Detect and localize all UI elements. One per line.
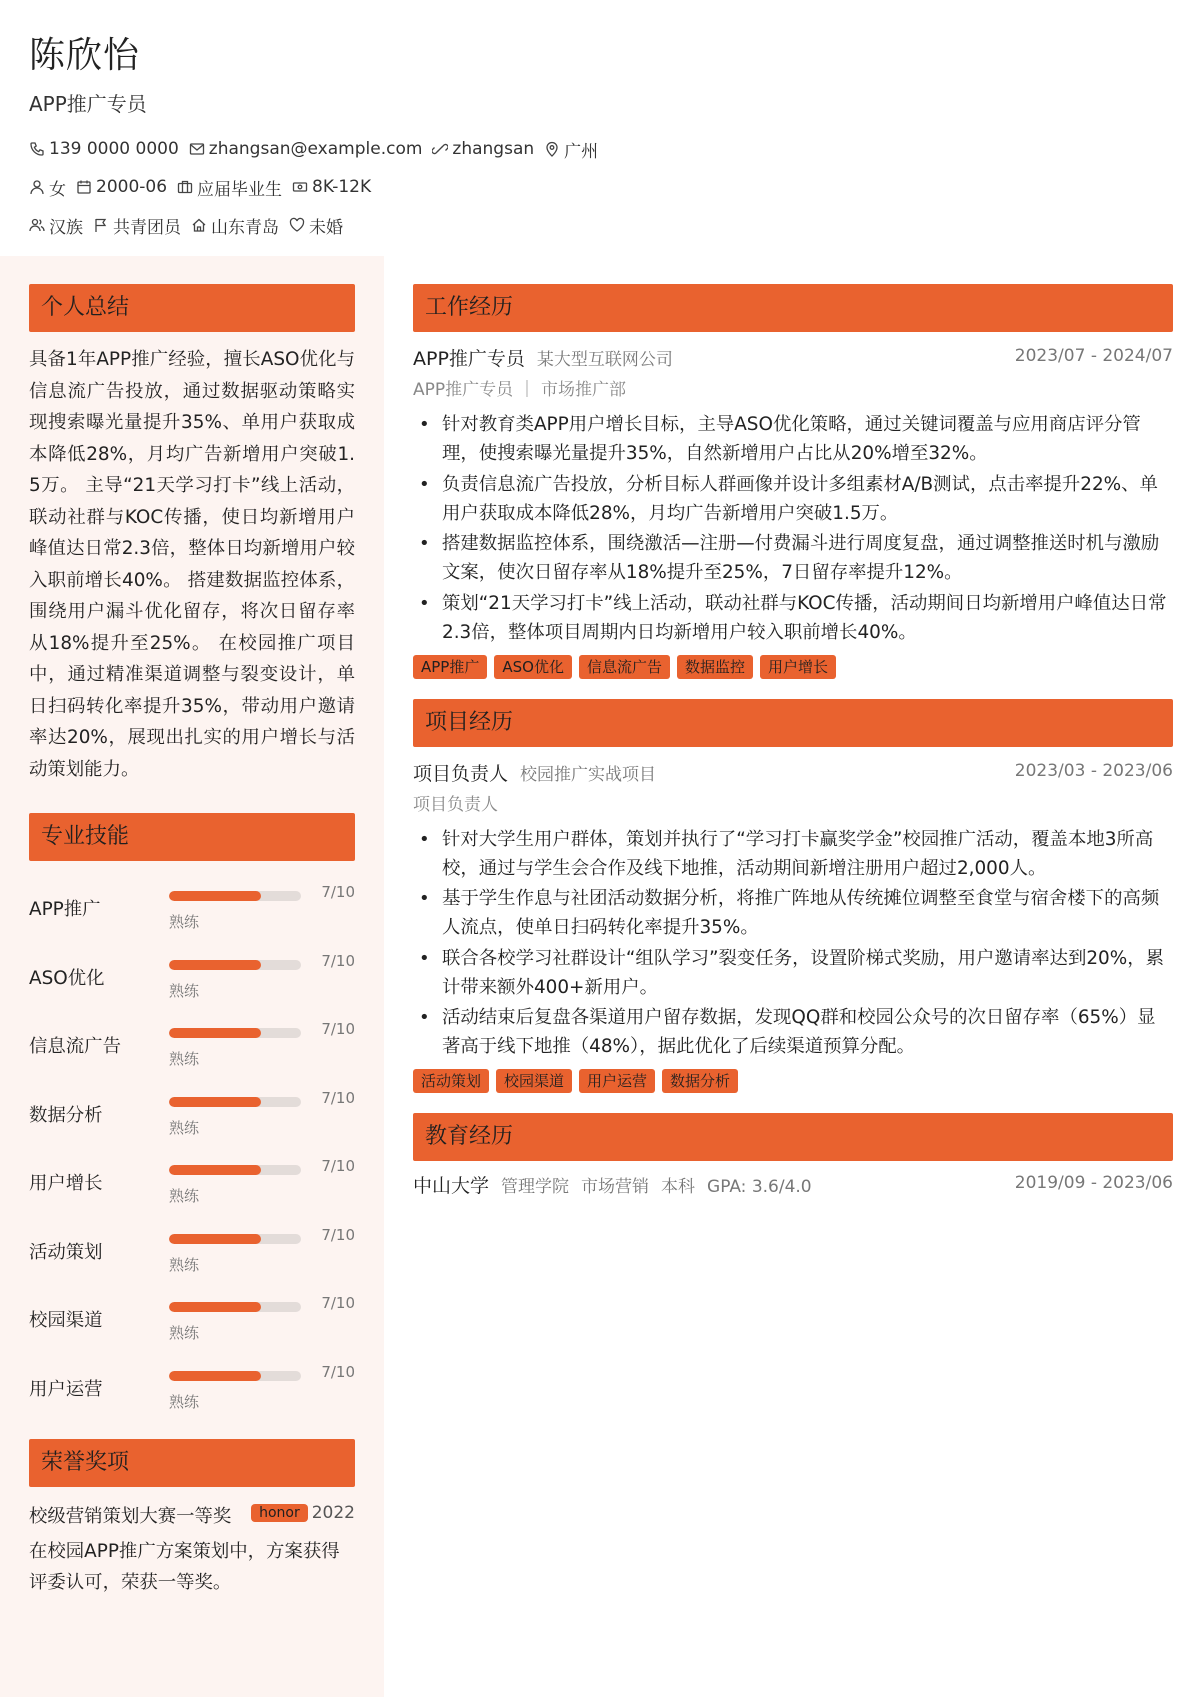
skill-score: 7/10 xyxy=(321,1294,355,1312)
status-text: 应届毕业生 xyxy=(197,179,283,200)
location-item xyxy=(544,137,598,162)
school-name: 中山大学 xyxy=(413,1175,490,1197)
tag: 校园渠道 xyxy=(496,1069,572,1093)
work-date: 2023/07 - 2024/07 xyxy=(1014,346,1173,366)
briefcase-icon xyxy=(177,179,193,195)
tag: ASO优化 xyxy=(494,655,572,679)
tag: APP推广 xyxy=(413,655,487,679)
skill-name: ASO优化 xyxy=(29,967,105,989)
list-item: • 策划“21天学习打卡”线上活动，联动社群与KOC传播，活动期间日均新增用户峰值达日常2.3倍，整体项目周期内日均新增用户较入职前增长40%。 xyxy=(413,589,1173,647)
education-entry xyxy=(413,1171,1173,1201)
hometown-item xyxy=(191,213,279,238)
skill-bar xyxy=(169,1302,301,1312)
personal-row xyxy=(29,170,1200,204)
work-company: 某大型互联网公司 xyxy=(536,350,673,370)
skill-bar-fill xyxy=(169,1234,261,1244)
marital-text: 未婚 xyxy=(309,217,343,238)
college-name: 管理学院 xyxy=(501,1177,570,1197)
list-item: • 负责信息流广告投放，分析目标人群画像并设计多组素材A/B测试，点击率提升22%、单用户获取成本降低28%，月均广告新增用户突破1.5万。 xyxy=(413,470,1173,528)
skill-score: 7/10 xyxy=(321,1362,355,1381)
skill-bar xyxy=(169,1165,301,1175)
skill-bar-fill xyxy=(169,1028,261,1038)
user-icon xyxy=(29,179,45,195)
heart-icon xyxy=(289,217,305,233)
skill-level: 熟练 xyxy=(169,1324,200,1342)
skill-row xyxy=(29,1147,355,1216)
skill-row xyxy=(29,873,355,942)
marital-item xyxy=(289,213,343,238)
skill-score: 7/10 xyxy=(321,1225,355,1244)
skill-row xyxy=(29,942,355,1011)
skill-level: 熟练 xyxy=(169,1118,200,1137)
tag: 数据监控 xyxy=(677,655,753,679)
status-item xyxy=(177,175,282,200)
honor-meta xyxy=(251,1503,355,1523)
skill-level: 熟练 xyxy=(169,913,200,931)
skill-row xyxy=(29,1353,355,1422)
summary-heading: 个人总结 xyxy=(29,284,355,332)
salary-item xyxy=(292,177,371,197)
honor-name: 校级营销策划大赛一等奖 xyxy=(29,1506,232,1527)
list-item: • 针对教育类APP用户增长目标，主导ASO优化策略，通过关键词覆盖与应用商店评分管理，使搜索曝光量提升35%，自然新增用户占比从20%增至32%。 xyxy=(413,410,1173,468)
summary-text: 具备1年APP推广经验，擅长ASO优化与信息流广告投放，通过数据驱动策略实现搜索曝光量提升35%、单用户获取成本降低28%，月均广告新增用户突破1.5万。 主导“21天学习打卡”线上活动，联动社群与KOC传播，使日均新增用户峰值达日常2.3倍，整体日均新增用户较入职前增长40%。 搭建数据监控体系，围绕用户漏斗优化留存，将次日留存率从18%提升至25%。 在校园推广项目中，通过精准渠道调整与裂变设计，单日扫码转化率提升35%，带动用户邀请率达20%，展现出扎实的用户增长与活动策划能力。 xyxy=(29,349,355,780)
skill-score: 7/10 xyxy=(321,951,355,970)
phone-icon xyxy=(29,141,45,157)
degree-name: 本科 xyxy=(661,1177,696,1197)
wechat-text: zhangsan xyxy=(452,139,535,159)
salary-text: 8K-12K xyxy=(312,177,372,197)
skill-level: 熟练 xyxy=(169,1050,200,1068)
skill-level: 熟练 xyxy=(169,1392,200,1411)
project-bullets xyxy=(413,825,1173,1062)
location-text: 广州 xyxy=(564,141,599,162)
skill-row xyxy=(29,1216,355,1285)
resume-header xyxy=(0,0,1200,256)
work-bullets xyxy=(413,410,1173,647)
mail-icon xyxy=(189,141,205,157)
project-entry-head xyxy=(413,759,1173,787)
skill-name: APP推广 xyxy=(29,899,101,920)
political-item xyxy=(93,213,181,238)
contact-row xyxy=(29,132,1200,166)
major-name: 市场营销 xyxy=(581,1177,650,1197)
main-content xyxy=(413,256,1173,1201)
home-icon xyxy=(191,217,207,233)
ethnicity-item xyxy=(29,213,83,238)
skill-name: 数据分析 xyxy=(29,1104,103,1126)
gender-text: 女 xyxy=(49,179,66,200)
skill-bar-fill xyxy=(169,1302,261,1312)
background-row xyxy=(29,208,1200,242)
list-item: • 基于学生作息与社团活动数据分析，将推广阵地从传统摊位调整至食堂与宿舍楼下的高频人流点，使单日扫码转化率提升35%。 xyxy=(413,884,1173,942)
email-text: zhangsan@example.com xyxy=(208,139,423,159)
education-heading: 教育经历 xyxy=(413,1113,1173,1161)
wechat-item[interactable] xyxy=(432,139,534,159)
birth-text: 2000-06 xyxy=(96,177,168,197)
skill-name: 信息流广告 xyxy=(29,1036,121,1057)
project-entry xyxy=(413,759,1173,1094)
skill-level: 熟练 xyxy=(169,1187,200,1205)
skills-heading: 专业技能 xyxy=(29,813,355,861)
skill-score: 7/10 xyxy=(321,883,355,901)
project-date: 2023/03 - 2023/06 xyxy=(1014,760,1173,781)
people-icon xyxy=(29,217,45,233)
wechat-icon xyxy=(432,141,448,157)
project-tags xyxy=(413,1069,1173,1093)
honors-heading: 荣誉奖项 xyxy=(29,1439,355,1487)
skill-name: 用户运营 xyxy=(29,1378,103,1400)
flag-icon xyxy=(93,217,109,233)
skill-bar xyxy=(169,1234,301,1244)
skill-bar-fill xyxy=(169,1097,261,1107)
skill-score: 7/10 xyxy=(321,1088,355,1107)
honor-year: 2022 xyxy=(311,1503,355,1523)
job-title: APP推广专员 xyxy=(29,92,147,116)
skill-bar-fill xyxy=(169,1165,261,1175)
skill-score: 7/10 xyxy=(321,1020,355,1038)
work-subtitle: APP推广专员 ｜ 市场推广部 xyxy=(413,380,626,400)
skill-bar xyxy=(169,891,301,901)
birth-item xyxy=(76,177,167,197)
project-role: 项目负责人 xyxy=(413,762,509,785)
hometown-text: 山东青岛 xyxy=(211,217,279,238)
skill-row xyxy=(29,1010,355,1079)
skill-name: 用户增长 xyxy=(29,1173,103,1194)
money-icon xyxy=(292,179,308,195)
sidebar xyxy=(0,256,384,1697)
project-subtitle: 项目负责人 xyxy=(413,794,498,815)
skill-bar-fill xyxy=(169,1371,261,1381)
list-item: • 搭建数据监控体系，围绕激活—注册—付费漏斗进行周度复盘，通过调整推送时机与激励文案，使次日留存率从18%提升至25%，7日留存率提升12%。 xyxy=(413,529,1173,587)
project-name: 校园推广实战项目 xyxy=(520,764,657,785)
tag: 活动策划 xyxy=(413,1069,489,1093)
education-date: 2019/09 - 2023/06 xyxy=(1014,1173,1173,1193)
tag: 信息流广告 xyxy=(579,655,670,679)
list-item: • 针对大学生用户群体，策划并执行了“学习打卡赢奖学金”校园推广活动，覆盖本地3所高校，通过与学生会合作及线下地推，活动期间新增注册用户超过2,000人。 xyxy=(413,825,1173,883)
work-role: APP推广专员 xyxy=(413,348,525,370)
skill-bar xyxy=(169,1028,301,1038)
list-item: • 联合各校学习社群设计“组队学习”裂变任务，设置阶梯式奖励，用户邀请率达到20%，累计带来额外400+新用户。 xyxy=(413,944,1173,1002)
work-tags xyxy=(413,655,1173,679)
skill-bar-fill xyxy=(169,960,261,970)
skill-row xyxy=(29,1284,355,1353)
work-heading: 工作经历 xyxy=(413,284,1173,332)
skill-bar xyxy=(169,1371,301,1381)
ethnicity-text: 汉族 xyxy=(49,217,83,238)
skill-level: 熟练 xyxy=(169,1255,200,1274)
skills-list xyxy=(29,873,355,1421)
gender-item xyxy=(29,175,66,200)
skill-bar xyxy=(169,960,301,970)
honor-item xyxy=(29,1501,355,1598)
skill-score: 7/10 xyxy=(321,1157,355,1175)
phone-item[interactable] xyxy=(29,139,179,159)
skill-name: 校园渠道 xyxy=(29,1310,103,1331)
political-text: 共青团员 xyxy=(113,217,181,238)
skill-bar xyxy=(169,1097,301,1107)
tag: 用户运营 xyxy=(579,1069,655,1093)
skill-bar-fill xyxy=(169,891,261,901)
tag: 数据分析 xyxy=(662,1069,738,1093)
tag: 用户增长 xyxy=(760,655,836,679)
list-item: • 活动结束后复盘各渠道用户留存数据，发现QQ群和校园公众号的次日留存率（65%）显著高于线下地推（48%），据此优化了后续渠道预算分配。 xyxy=(413,1003,1173,1061)
calendar-icon xyxy=(76,179,92,195)
skill-level: 熟练 xyxy=(169,981,200,1000)
project-heading: 项目经历 xyxy=(413,699,1173,747)
work-entry xyxy=(413,344,1173,679)
location-icon xyxy=(544,141,560,157)
candidate-name: 陈欣怡 xyxy=(29,35,141,76)
skill-name: 活动策划 xyxy=(29,1241,103,1263)
phone-text: 139 0000 0000 xyxy=(49,139,179,159)
skill-row xyxy=(29,1079,355,1148)
email-item[interactable] xyxy=(189,139,423,159)
honor-desc: 在校园APP推广方案策划中，方案获得评委认可，荣获一等奖。 xyxy=(29,1541,340,1593)
work-entry-head xyxy=(413,344,1173,372)
honor-badge: honor xyxy=(251,1504,308,1522)
gpa-text: GPA: 3.6/4.0 xyxy=(707,1177,812,1197)
